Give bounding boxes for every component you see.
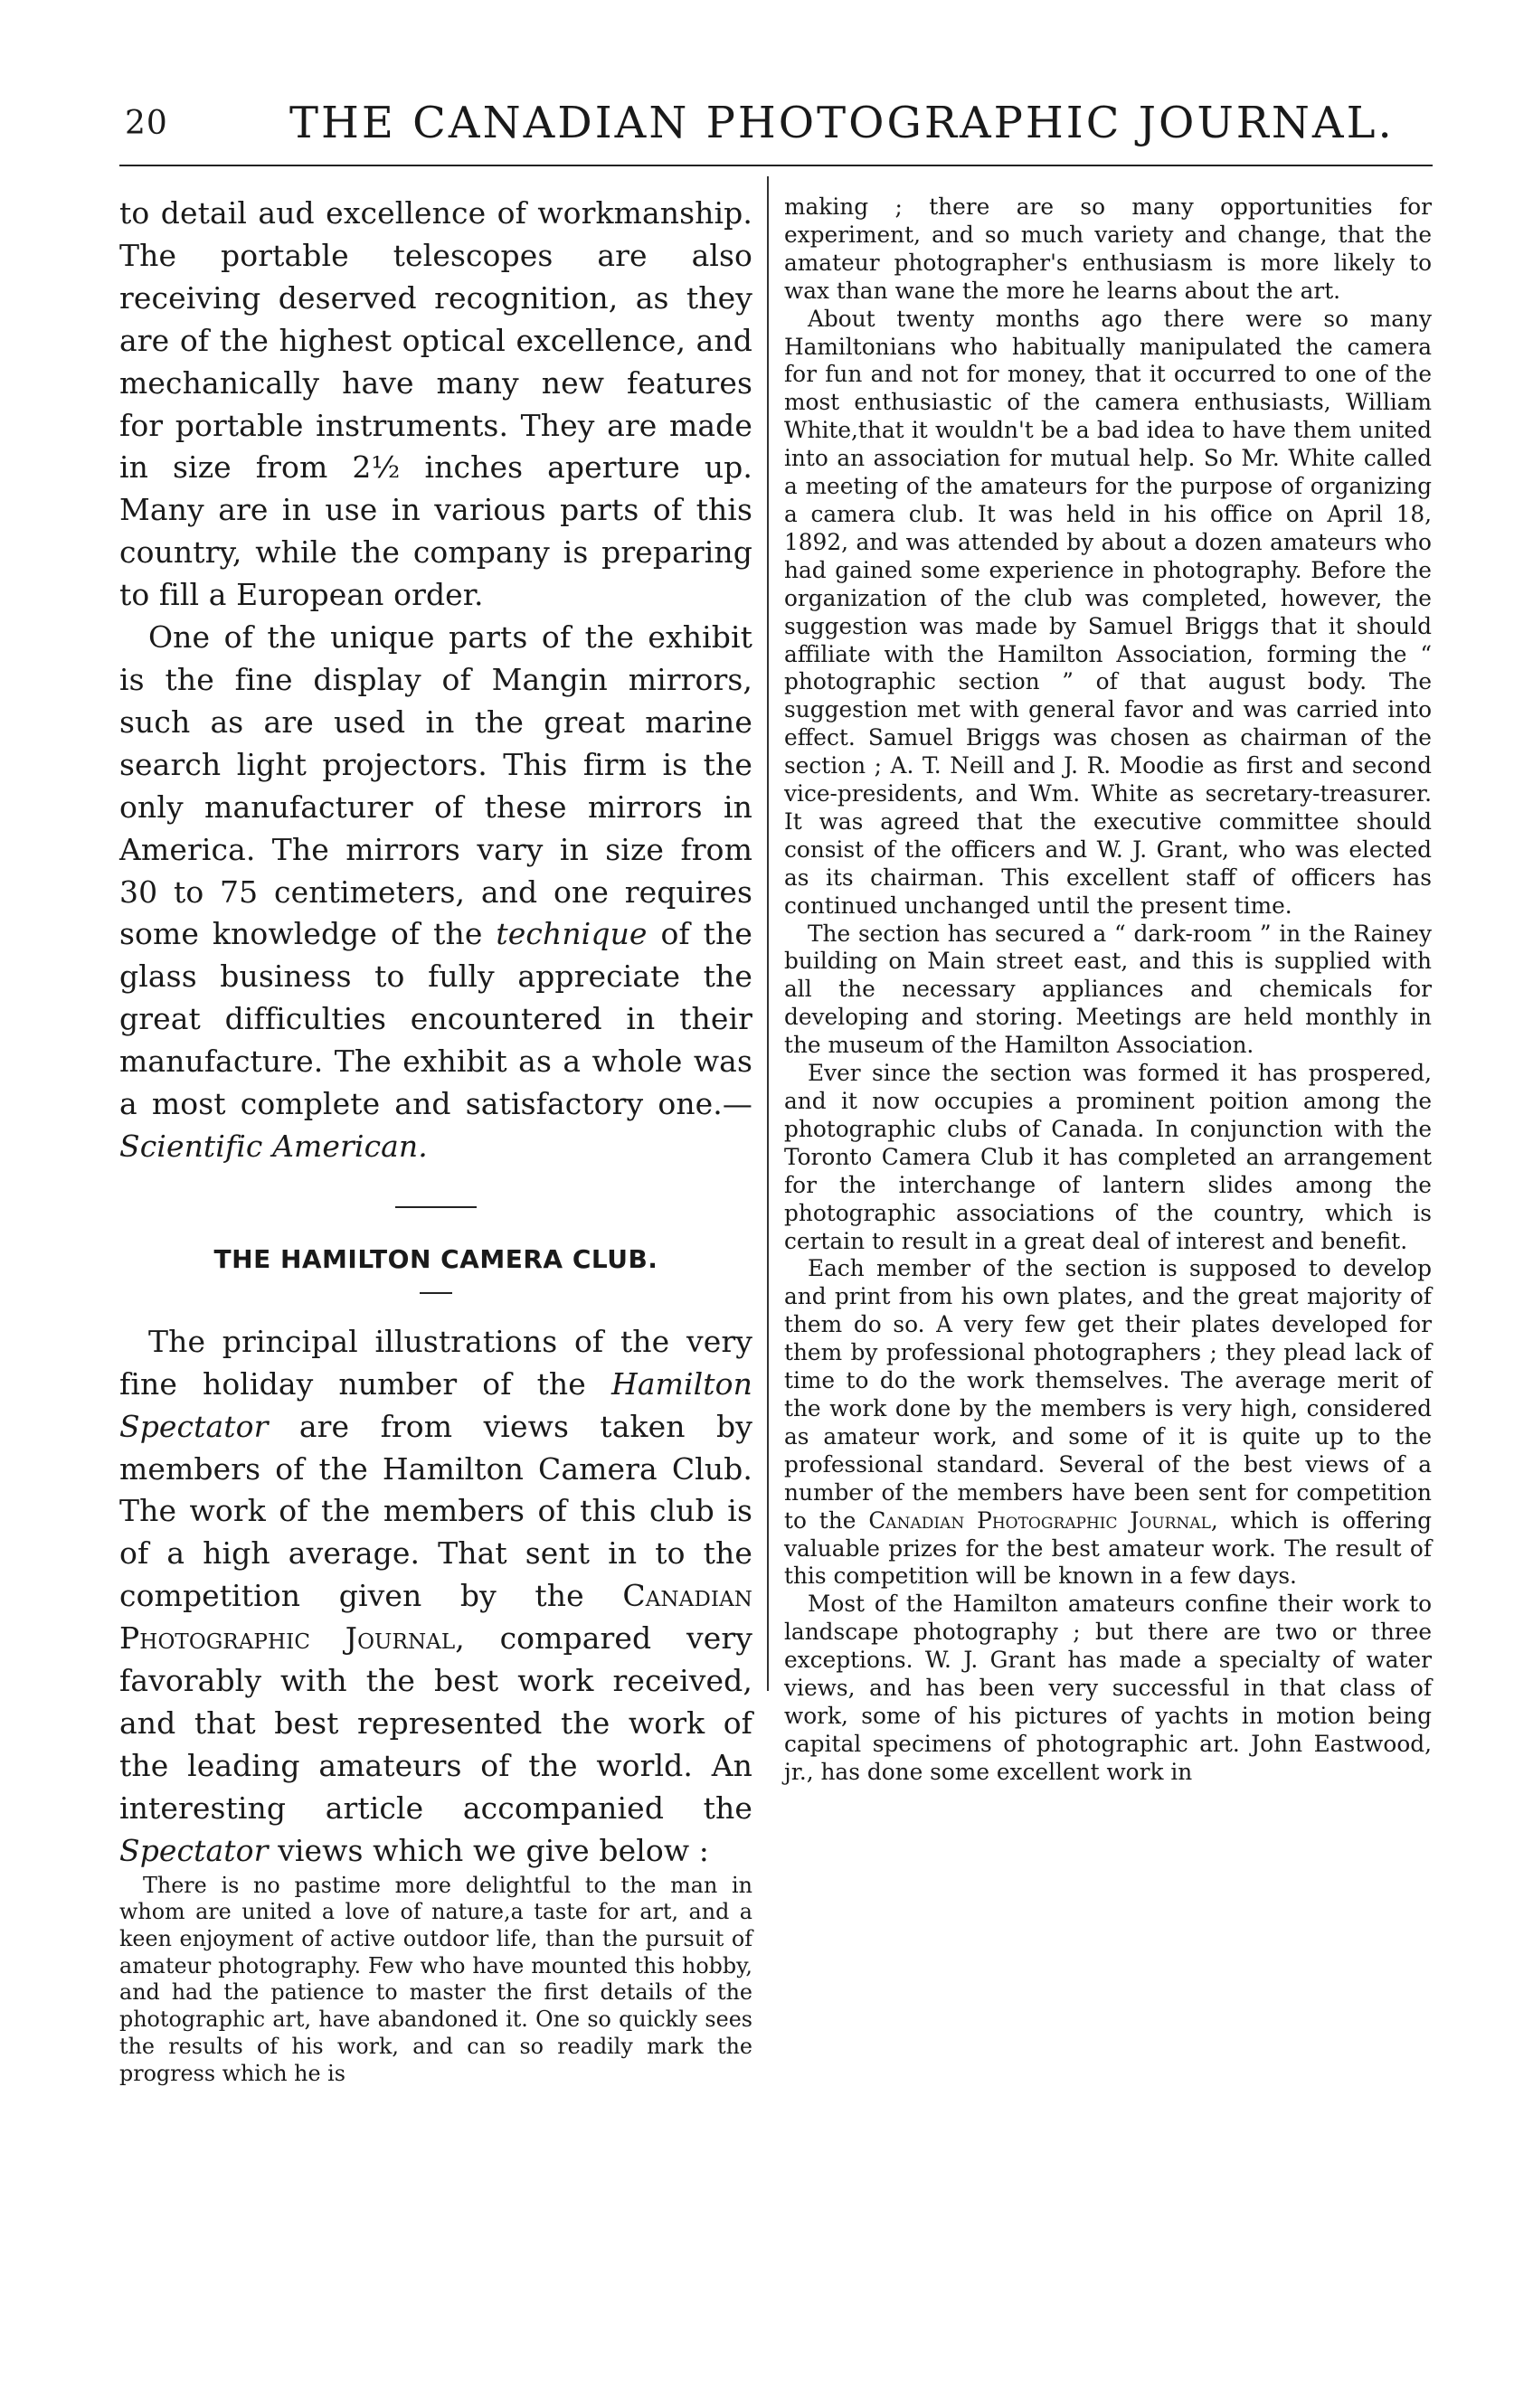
page-header	[0, 0, 1533, 172]
left-column	[119, 193, 752, 2087]
text-run: One of the unique parts of the exhibit is the fine display of Mangin mirrors, such as are used in the great marine search light projectors. This firm is the only manufacturer of these mirrors in America. The mirrors vary in size from 30 to 75 centimeters, and one requires some knowledge of the	[119, 619, 752, 952]
text-run: of the glass business to fully appreciate the great difficulties encountered in their manufacture. The exhibit as a whole was a most complete and satisfactory one.—	[119, 916, 752, 1122]
text-run: The principal illustrations of the very fine holiday number of the	[119, 1323, 752, 1402]
text-run: Each member of the section is supposed to develop and print from his own plates, and the great majority of them do so. A very few get their plates developed for them by professional photographers ; they plead lack of time to do the work themselves. The average merit of the work done by the members is very high, considered as amateur work, and some of it is quite up to the professional standard. Several of the best views of a number of the members have been sent for competition to the	[784, 1255, 1432, 1534]
column-rule	[767, 176, 769, 1691]
section-separator	[395, 1206, 477, 1208]
text-run: , compared very favorably with the best work received, and that best represented the work of the leading amateurs of the world. An interesting article accompanied the	[119, 1620, 752, 1826]
section-heading: THE HAMILTON CAMERA CLUB.	[213, 1243, 658, 1274]
text-run: views which we give below :	[268, 1832, 709, 1868]
paragraph-landscape: Most of the Hamilton amateurs confine their work to landscape photography ; but there are two or three exceptions. W. J. Grant has made a specialty of water views, and has been very successful in that class of work, some of his pictures of yachts in motion being capital specimens of photographic art. John Eastwood, jr., has done some excellent work in	[784, 1591, 1432, 1785]
emphasis-technique: technique	[496, 916, 648, 952]
text-run: are from views taken by members of the Hamilton Camera Club. The work of the members of this club is of a high average. That sent in to the competition given by the	[119, 1408, 752, 1614]
running-title: THE CANADIAN PHOTOGRAPHIC JOURNAL.	[289, 98, 1395, 148]
publication-title: Spectator	[119, 1832, 269, 1868]
heading-rule	[420, 1292, 452, 1294]
source-citation: Scientific American.	[119, 1128, 428, 1164]
paragraph-dark-room: The section has secured a “ dark-room ” in the Rainey building on Main street east, and this is supplied with all the necessary appliances and chemicals for developing and storing. Meetings are held monthly in the museum of the Hamilton Association.	[784, 920, 1432, 1059]
paragraph-telescopes: to detail aud excellence of workmanship. The portable telescopes are also receiving deserved recognition, as they are of the highest optical excellence, and mechanically have many new features for portable instruments. They are made in size from 2½ inches aperture up. Many are in use in various parts of this country, while the company is preparing to fill a European order.	[119, 195, 752, 613]
paragraph-mangin-mirrors	[119, 617, 752, 1168]
paragraph-continued: making ; there are so many opportunities for experiment, and so much variety and change, that the amateur photographer's enthusiasm is more likely to wax than wane the more he learns about the art.	[784, 194, 1432, 304]
paragraph-prospered: Ever since the section was formed it has prospered, and it now occupies a prominent poition among the photographic clubs of Canada. In conjunction with the Toronto Camera Club it has completed an arrangement for the interchange of lantern slides among the photographic associations of the country, which is certain to result in a great deal of interest and benefit.	[784, 1060, 1432, 1254]
paragraph-club-origin: About twenty months ago there were so many Hamiltonians who habitually manipulated the camera for fun and not for money, that it occurred to one of the most enthusiastic of the camera enthusiasts, William White,that it wouldn't be a bad idea to have them united into an association for mutual help. So Mr. White called a meeting of the amateurs for the purpose of organizing a camera club. It was held in his office on April 18, 1892, and was attended by about a dozen amateurs who had gained some experience in photography. Before the organization of the club was completed, however, the suggestion was made by Samuel Briggs that it should affiliate with the Hamilton Association, forming the “ photographic section ” of that august body. The suggestion met with general favor and was carried into effect. Samuel Briggs was chosen as chairman of the section ; A. T. Neill and J. R. Moodie as first and second vice-presidents, and Wm. White as secretary-treasurer. It was agreed that the executive committee should consist of the officers and W. J. Grant, who was elected as its chairman. This excellent staff of officers has continued unchanged until the present time.	[784, 305, 1432, 919]
page-number: 20	[125, 105, 168, 142]
publication-title: Hamilton Spectator	[119, 1365, 752, 1444]
quoted-paragraph: There is no pastime more delightful to the man in whom are united a love of nature,a taste for art, and a keen enjoyment of active outdoor life, than the pursuit of amateur photography. Few who have mounted this hobby, and had the patience to master the first details of the photographic art, have abandoned it. One so quickly sees the results of his work, and can so readily mark the progress which he is	[119, 1872, 752, 2086]
journal-name: Canadian Photographic Journal	[868, 1506, 1211, 1534]
journal-name: Canadian Photographic Journal	[119, 1578, 752, 1657]
paragraph-holiday-number	[119, 1321, 752, 1873]
text-run: , which is offering valuable prizes for the best amateur work. The result of this competition will be known in a few days.	[784, 1506, 1432, 1590]
header-rule	[119, 165, 1433, 166]
paragraph-members-work	[784, 1255, 1432, 1591]
right-column	[784, 194, 1432, 1787]
